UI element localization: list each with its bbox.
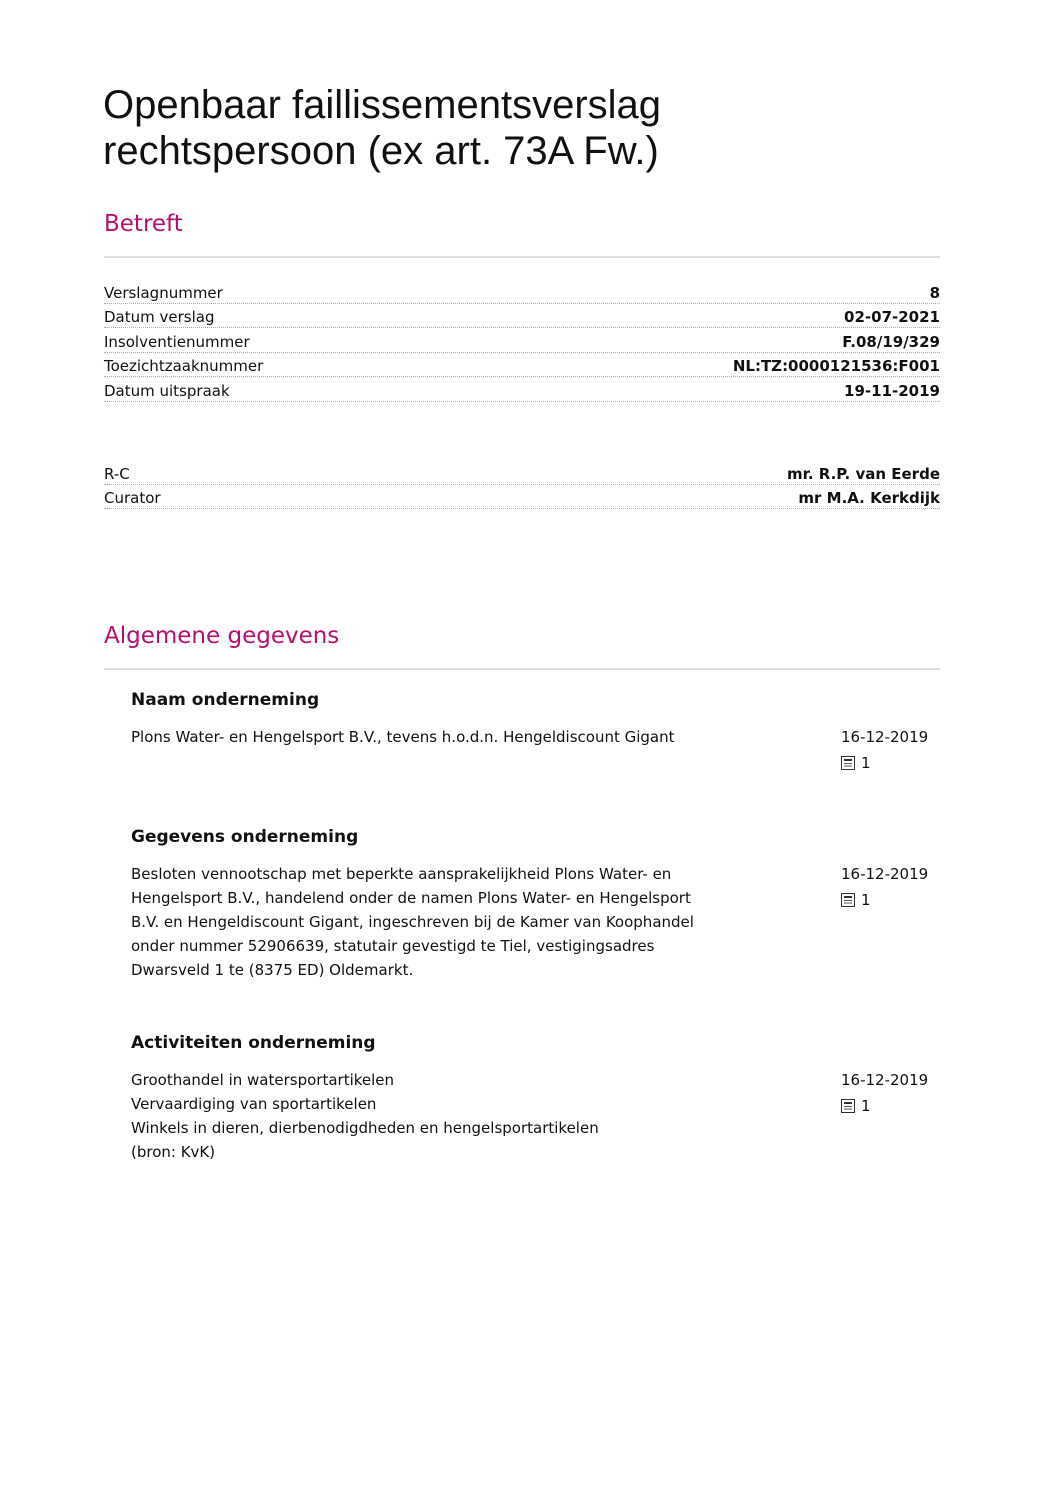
betreft-heading: Betreft <box>104 211 183 237</box>
naam-onderneming-meta <box>841 725 941 775</box>
table-row <box>104 460 940 485</box>
document-icon[interactable] <box>841 893 855 907</box>
betreft-divider <box>104 256 940 258</box>
gegevens-onderneming-section <box>131 826 941 982</box>
document-icon[interactable] <box>841 1099 855 1113</box>
activiteiten-onderneming-meta <box>841 1068 941 1164</box>
algemene-gegevens-heading: Algemene gegevens <box>104 623 340 649</box>
text-line: Plons Water- en Hengelsport B.V., tevens h.o.d.n. Hengeldiscount Gigant <box>131 728 675 746</box>
report-reference-number: 1 <box>861 1097 871 1115</box>
text-line: Dwarsveld 1 te (8375 ED) Oldemarkt. <box>131 961 414 979</box>
verslagnummer-label: Verslagnummer <box>104 283 223 302</box>
toezichtzaaknummer-label: Toezichtzaaknummer <box>104 357 264 375</box>
table-row <box>104 328 940 353</box>
rc-value: mr. R.P. van Eerde <box>786 464 940 483</box>
text-line: B.V. en Hengeldiscount Gigant, ingeschreven bij de Kamer van Koophandel <box>131 913 694 931</box>
text-line: Winkels in dieren, dierbenodigdheden en hengelsportartikelen <box>131 1119 599 1137</box>
naam-onderneming-text <box>131 725 791 775</box>
text-line: onder nummer 52906639, statutair gevestigd te Tiel, vestigingsadres <box>131 937 655 955</box>
toezichtzaaknummer-value: NL:TZ:0000121536:F001 <box>732 357 940 375</box>
insolventienummer-label: Insolventienummer <box>104 332 250 351</box>
curator-value: mr M.A. Kerkdijk <box>798 489 940 507</box>
insolventienummer-value: F.08/19/329 <box>842 332 940 351</box>
table-row <box>104 485 940 510</box>
report-reference[interactable] <box>841 751 941 775</box>
algemene-gegevens-divider <box>104 668 940 670</box>
text-line: (bron: KvK) <box>131 1143 216 1161</box>
gegevens-onderneming-heading: Gegevens onderneming <box>131 827 359 847</box>
report-reference-number: 1 <box>861 754 871 772</box>
case-details-table <box>104 279 940 402</box>
naam-onderneming-heading: Naam onderneming <box>131 690 320 710</box>
activiteiten-onderneming-text <box>131 1068 791 1164</box>
table-row <box>104 304 940 329</box>
document-title-line-1: Openbaar faillissementsverslag <box>103 83 662 127</box>
table-row <box>104 377 940 402</box>
activiteiten-onderneming-heading: Activiteiten onderneming <box>131 1033 376 1053</box>
persons-table <box>104 460 940 509</box>
naam-onderneming-section <box>131 689 941 775</box>
datum-verslag-value: 02-07-2021 <box>844 308 940 326</box>
table-row <box>104 279 940 304</box>
datum-uitspraak-label: Datum uitspraak <box>104 381 230 400</box>
document-icon[interactable] <box>841 756 855 770</box>
entry-date: 16-12-2019 <box>841 1071 929 1089</box>
report-reference[interactable] <box>841 888 941 912</box>
report-reference-number: 1 <box>861 891 871 909</box>
document-title-line-2: rechtspersoon (ex art. 73A Fw.) <box>103 129 659 173</box>
entry-date: 16-12-2019 <box>841 728 929 746</box>
text-line: Vervaardiging van sportartikelen <box>131 1095 377 1113</box>
gegevens-onderneming-meta <box>841 862 941 982</box>
text-line: Besloten vennootschap met beperkte aansprakelijkheid Plons Water- en <box>131 865 672 883</box>
datum-uitspraak-value: 19-11-2019 <box>844 381 940 400</box>
report-reference[interactable] <box>841 1094 941 1118</box>
activiteiten-onderneming-section <box>131 1032 941 1164</box>
table-row <box>104 353 940 378</box>
curator-label: Curator <box>104 489 161 507</box>
text-line: Hengelsport B.V., handelend onder de namen Plons Water- en Hengelsport <box>131 889 691 907</box>
datum-verslag-label: Datum verslag <box>104 308 215 326</box>
verslagnummer-value: 8 <box>929 283 940 302</box>
rc-label: R-C <box>104 464 130 483</box>
document-title <box>103 82 943 174</box>
gegevens-onderneming-text <box>131 862 791 982</box>
entry-date: 16-12-2019 <box>841 865 929 883</box>
text-line: Groothandel in watersportartikelen <box>131 1071 395 1089</box>
